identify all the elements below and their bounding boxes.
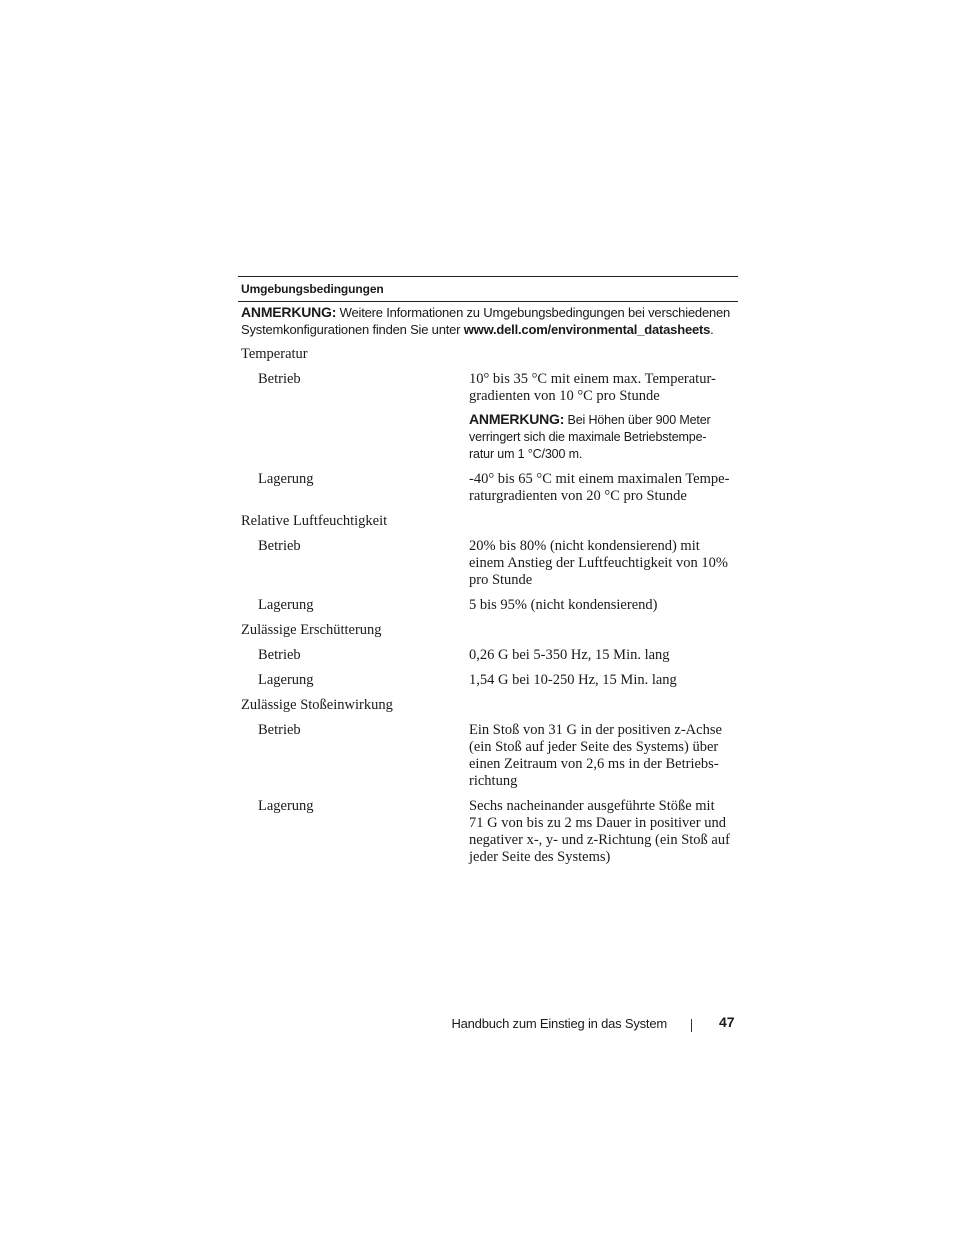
row-label: Lagerung (258, 672, 314, 688)
section-title: Zulässige Stoßeinwirkung (241, 697, 393, 713)
row-value: 0,26 G bei 5-350 Hz, 15 Min. lang (469, 647, 670, 663)
environment-spec-table (238, 276, 738, 866)
section-vibration (238, 622, 738, 639)
table-row (238, 371, 738, 463)
row-value: 1,54 G bei 10-250 Hz, 15 Min. lang (469, 672, 677, 688)
table-header: Umgebungsbedingungen (241, 282, 384, 296)
section-shock (238, 697, 738, 714)
page-number: 47 (719, 1014, 735, 1030)
section-title: Relative Luftfeuchtigkeit (241, 513, 388, 529)
cell-note-text: Bei Höhen über 900 Meter verringert sich die maximale Betriebstempe-ratur um 1 °C/300 m. (469, 413, 711, 461)
row-label: Lagerung (258, 471, 314, 487)
footer-title: Handbuch zum Einstieg in das System (451, 1016, 667, 1031)
cell-note (469, 411, 731, 463)
section-humidity (238, 513, 738, 530)
row-label: Betrieb (258, 538, 301, 554)
note-text: Weitere Informationen zu Umgebungsbedingungen bei verschiedenen Systemkonfigurationen finden Sie unter (241, 305, 731, 337)
note-end: . (710, 322, 714, 337)
general-note (238, 302, 738, 338)
row-value: -40° bis 65 °C mit einem maximalen Tempe-raturgradienten von 20 °C pro Stunde (469, 471, 730, 504)
note-link[interactable]: www.dell.com/environmental_datasheets (463, 322, 711, 337)
section-title: Zulässige Erschütterung (241, 622, 382, 638)
section-title: Temperatur (241, 346, 308, 362)
table-row (238, 798, 738, 866)
table-row (238, 672, 738, 689)
row-value: 10° bis 35 °C mit einem max. Temperatur-gradienten von 10 °C pro Stunde (469, 371, 716, 404)
footer-separator (691, 1019, 692, 1032)
row-value: 5 bis 95% (nicht kondensierend) (469, 597, 658, 613)
section-temperature (238, 346, 738, 363)
row-label: Betrieb (258, 371, 301, 387)
row-value: Ein Stoß von 31 G in der positiven z-Achse (ein Stoß auf jeder Seite des Systems) über einen Zeitraum von 2,6 ms in der Betriebs-richtung (469, 722, 722, 789)
table-row (238, 597, 738, 614)
row-value-cell (469, 371, 731, 463)
table-row (238, 722, 738, 790)
row-value: 20% bis 80% (nicht kondensierend) mit einem Anstieg der Luftfeuchtigkeit von 10% pro Stunde (469, 538, 728, 588)
row-value: Sechs nacheinander ausgeführte Stöße mit 71 G von bis zu 2 ms Dauer in positiver und negativer x-, y- und z-Richtung (ein Stoß auf jeder Seite des Systems) (469, 798, 730, 865)
page-footer (0, 1014, 954, 1034)
row-label: Betrieb (258, 647, 301, 663)
table-row (238, 538, 738, 589)
row-label: Lagerung (258, 798, 314, 814)
table-row (238, 647, 738, 664)
cell-note-label: ANMERKUNG: (469, 411, 565, 427)
table-row (238, 471, 738, 505)
row-label: Betrieb (258, 722, 301, 738)
note-label: ANMERKUNG: (241, 304, 337, 320)
row-label: Lagerung (258, 597, 314, 613)
